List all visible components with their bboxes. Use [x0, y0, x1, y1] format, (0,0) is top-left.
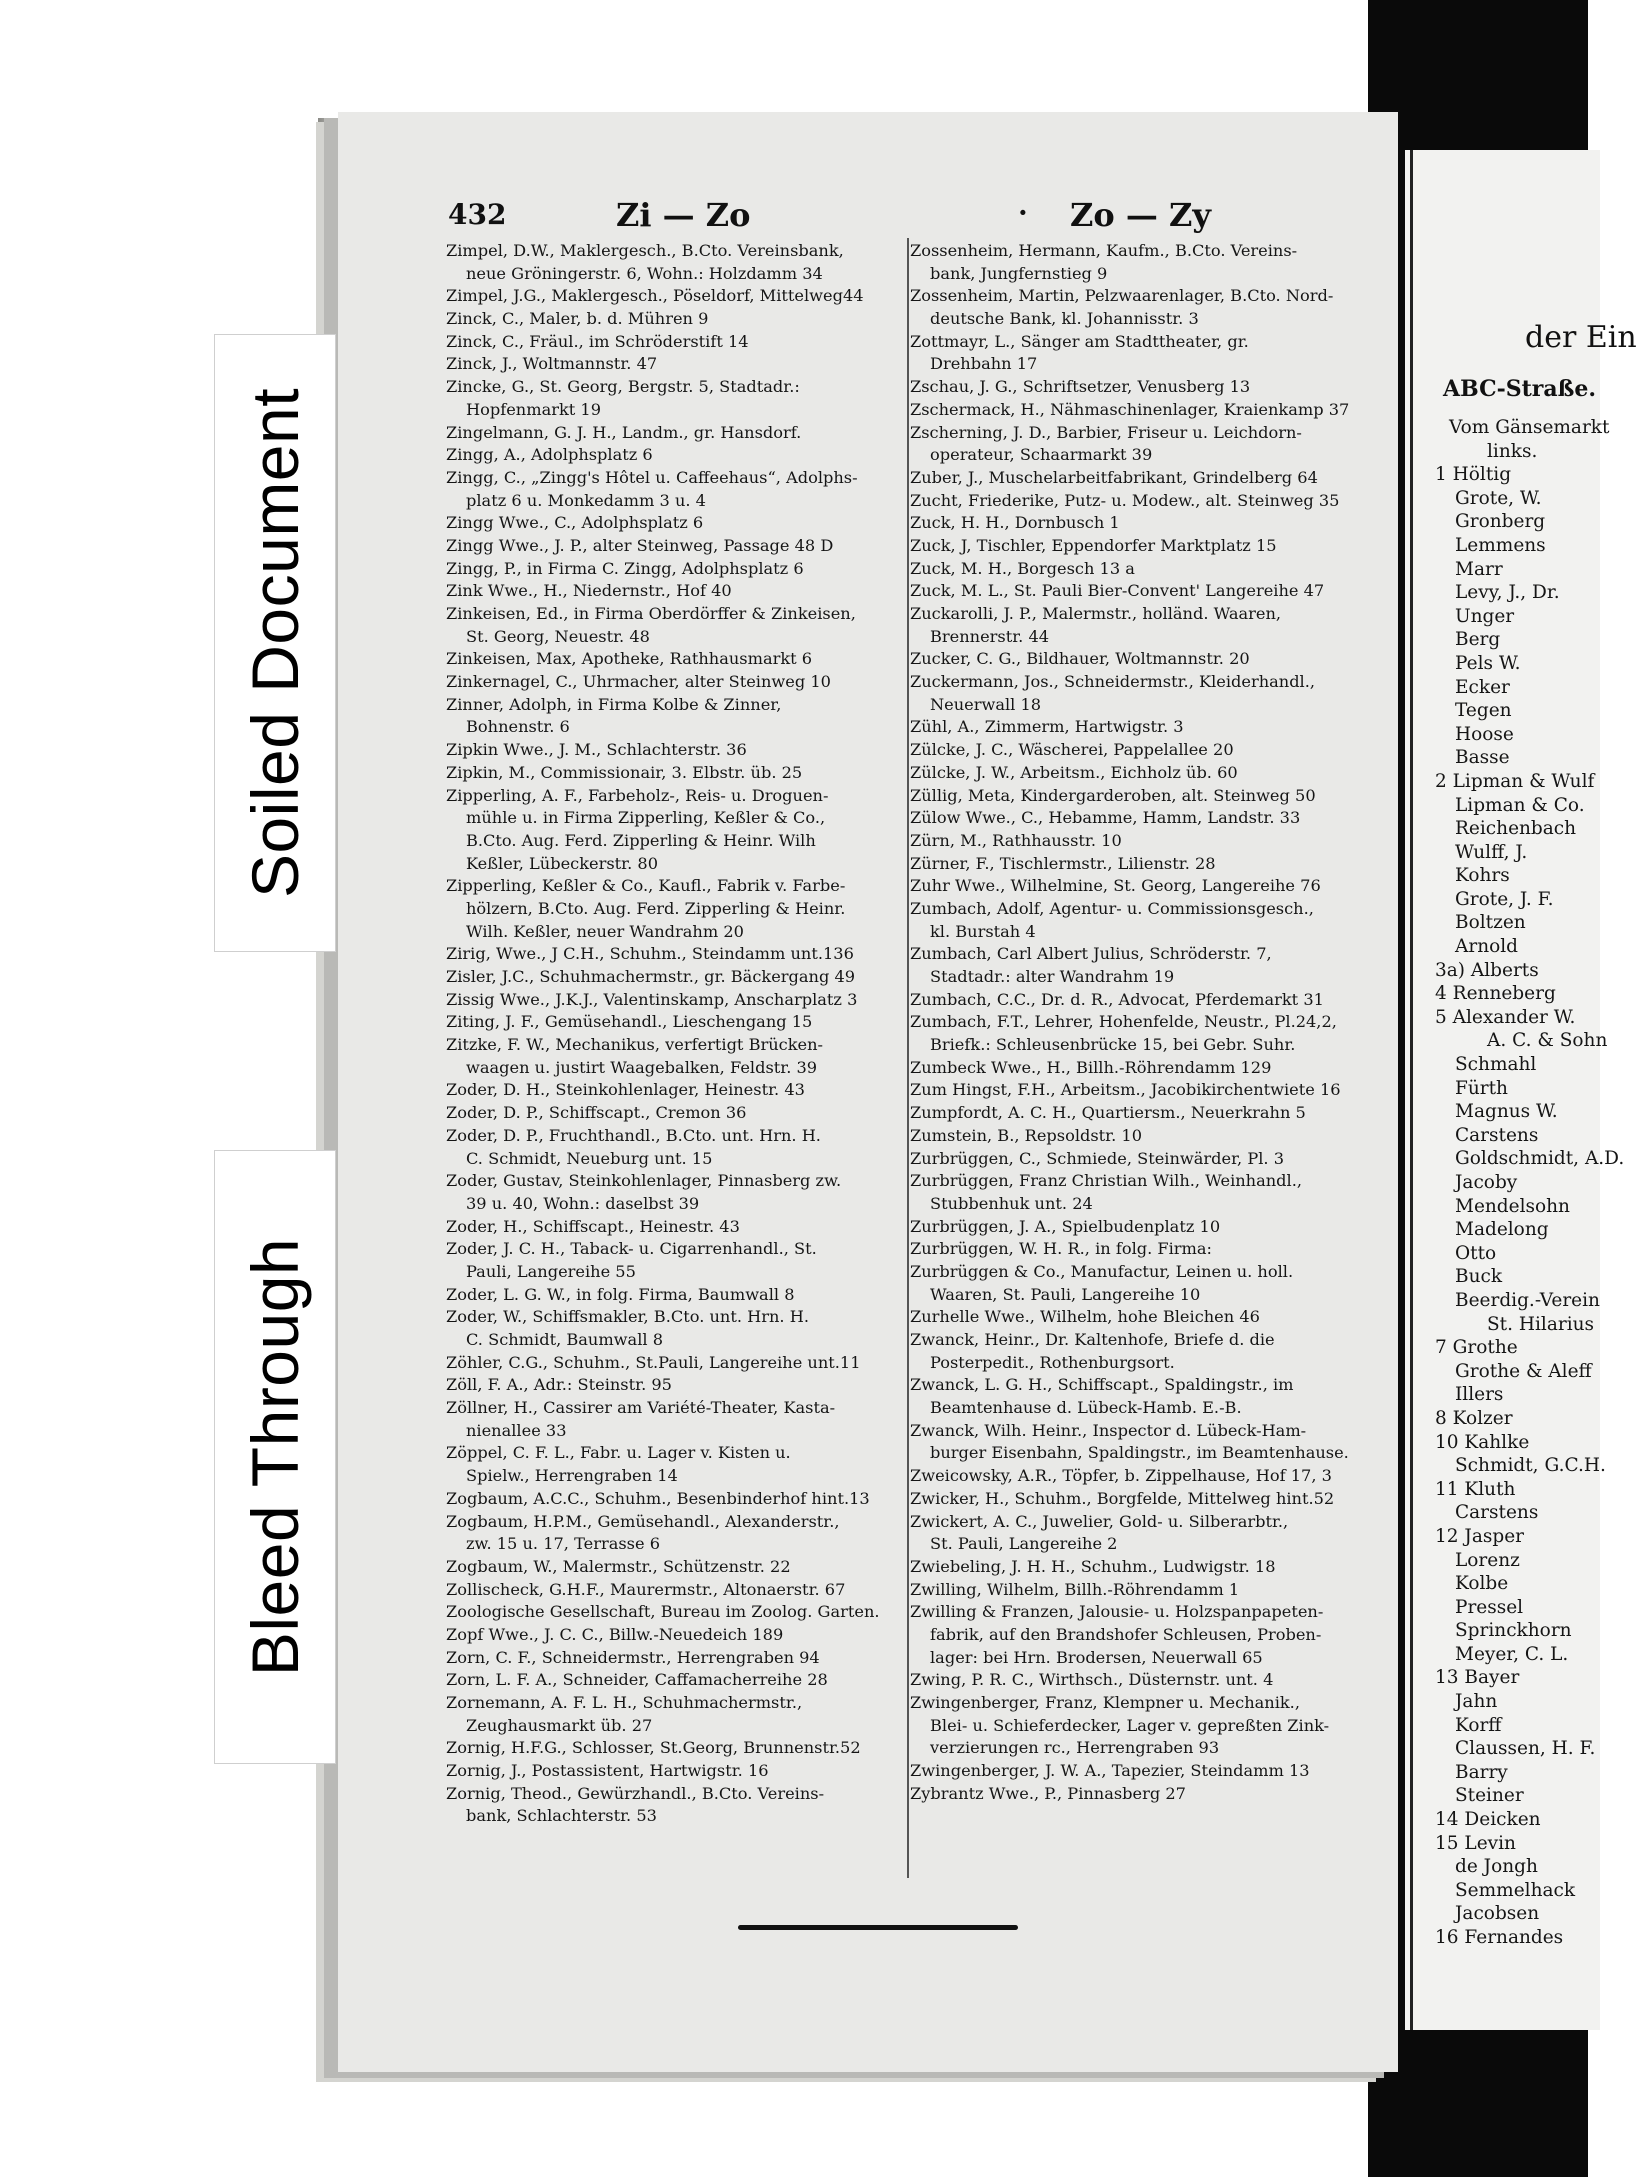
resident-line: Illers — [1455, 1384, 1504, 1406]
directory-entry-line: Zwing, P. R. C., Wirthsch., Düsternstr. unt. 4 — [910, 1670, 1274, 1690]
resident-line: Goldschmidt, A.D. — [1455, 1148, 1625, 1170]
directory-entry-line: Zöhler, C.G., Schuhm., St.Pauli, Langereihe unt.11 — [446, 1352, 861, 1372]
directory-entry-line: Zumbach, C.C., Dr. d. R., Advocat, Pferdemarkt 31 — [910, 989, 1324, 1009]
directory-entry-line: Blei- u. Schieferdecker, Lager v. gepreßten Zink- — [930, 1715, 1330, 1735]
directory-entry-line: Zogbaum, H.P.M., Gemüsehandl., Alexanderstr., — [446, 1511, 840, 1531]
directory-entry-line: Zornig, Theod., Gewürzhandl., B.Cto. Vereins- — [446, 1783, 825, 1803]
directory-entry-line: Posterpedit., Rothenburgsort. — [930, 1352, 1175, 1372]
directory-entry-line: St. Georg, Neuestr. 48 — [466, 626, 650, 646]
directory-entry-line: Zoder, H., Schiffscapt., Heinestr. 43 — [446, 1216, 740, 1236]
directory-entry-line: Zornemann, A. F. L. H., Schuhmachermstr., — [446, 1693, 803, 1712]
directory-entry-line: Zöppel, C. F. L., Fabr. u. Lager v. Kisten u. — [446, 1443, 791, 1463]
directory-entry-line: C. Schmidt, Baumwall 8 — [466, 1330, 663, 1349]
page-number: 432 — [448, 198, 507, 231]
directory-entry-line: verzierungen rc., Herrengraben 93 — [930, 1738, 1220, 1758]
directory-entry-line: Zwicker, H., Schuhm., Borgfelde, Mittelweg hint.52 — [910, 1488, 1335, 1508]
directory-entry-line: Zscherning, J. D., Barbier, Friseur u. Leichdorn- — [910, 422, 1302, 442]
directory-entry-line: bank, Jungfernstieg 9 — [930, 263, 1108, 283]
bleed-through-label — [214, 1150, 336, 1764]
directory-entry-line: Zorn, C. F., Schneidermstr., Herrengraben 94 — [446, 1647, 820, 1667]
directory-entry-line: Zipperling, Keßler & Co., Kaufl., Fabrik v. Farbe- — [446, 876, 846, 896]
directory-entry-line: mühle u. in Firma Zipperling, Keßler & Co., — [466, 808, 826, 828]
directory-entry-line: neue Gröningerstr. 6, Wohn.: Holzdamm 34 — [466, 263, 823, 283]
directory-entry-line: Zumbach, Carl Albert Julius, Schröderstr. 7, — [910, 944, 1272, 964]
directory-entry-line: Zeughausmarkt üb. 27 — [466, 1715, 653, 1735]
directory-entry-line: 39 u. 40, Wohn.: daselbst 39 — [466, 1193, 700, 1213]
directory-entry-line: Zumbach, F.T., Lehrer, Hohenfelde, Neustr., Pl.24,2, — [910, 1012, 1337, 1032]
directory-entry-line: Zinck, J., Woltmannstr. 47 — [446, 354, 658, 374]
resident-line: 3a) Alberts — [1435, 959, 1539, 981]
directory-entry-line: Zuckermann, Jos., Schneidermstr., Kleiderhandl., — [910, 672, 1316, 692]
left-column — [446, 240, 908, 1828]
bleed-through-text: Bleed Through — [238, 1237, 312, 1677]
directory-entry-line: nienallee 33 — [466, 1420, 567, 1440]
resident-line: Steiner — [1455, 1785, 1524, 1807]
resident-line: Beerdig.-Verein — [1455, 1289, 1600, 1311]
resident-line: A. C. & Sohn — [1487, 1030, 1608, 1052]
directory-entry-line: Zwilling & Franzen, Jalousie- u. Holzspanpapeten- — [910, 1602, 1324, 1622]
directory-entry-line: Zingg Wwe., J. P., alter Steinweg, Passage 48 D — [446, 535, 834, 555]
directory-entry-line: Zwiebeling, J. H. H., Schuhm., Ludwigstr. 18 — [910, 1556, 1276, 1576]
directory-entry-line: Zwilling, Wilhelm, Billh.-Röhrendamm 1 — [910, 1579, 1240, 1599]
directory-entry-line: Zissig Wwe., J.K.J., Valentinskamp, Anscharplatz 3 — [446, 989, 858, 1009]
directory-entry-line: B.Cto. Aug. Ferd. Zipperling & Heinr. Wilh — [466, 830, 816, 850]
directory-entry-line: Zipkin, M., Commissionair, 3. Elbstr. üb. 25 — [446, 762, 803, 782]
resident-line: Kohrs — [1455, 865, 1510, 887]
directory-entry-line: Zwanck, Wilh. Heinr., Inspector d. Lübeck-Ham- — [910, 1420, 1307, 1440]
resident-line: Magnus W. — [1455, 1101, 1558, 1123]
directory-entry-line: Zybrantz Wwe., P., Pinnasberg 27 — [910, 1783, 1186, 1803]
soiled-document-label — [214, 334, 336, 952]
directory-entry-line: Zurbrüggen, W. H. R., in folg. Firma: — [910, 1239, 1213, 1259]
directory-entry-line: Zuber, J., Muschelarbeitfabrikant, Grindelberg 64 — [910, 467, 1318, 487]
resident-line: Grote, J. F. — [1455, 888, 1554, 910]
directory-entry-line: Zum Hingst, F.H., Arbeitsm., Jacobikirchentwiete 16 — [910, 1080, 1341, 1100]
resident-line: Buck — [1455, 1266, 1503, 1288]
facing-page-subheading: ABC-Straße. — [1443, 376, 1596, 402]
resident-line: Jacobsen — [1455, 1903, 1540, 1925]
resident-line: 12 Jasper — [1435, 1525, 1524, 1547]
resident-line: Madelong — [1455, 1219, 1549, 1241]
directory-entry-line: Beamtenhause d. Lübeck-Hamb. E.-B. — [930, 1398, 1242, 1418]
directory-entry-line: Zurbrüggen, J. A., Spielbudenplatz 10 — [910, 1216, 1221, 1236]
middle-column — [910, 240, 1380, 1805]
directory-entry-line: Keßler, Lübeckerstr. 80 — [466, 853, 659, 873]
resident-line: Pressel — [1455, 1596, 1524, 1618]
directory-entry-line: Zuck, M. L., St. Pauli Bier-Convent' Langereihe 47 — [910, 581, 1325, 601]
header-range-right: Zo — Zy — [1070, 196, 1211, 234]
directory-entry-line: Zipkin Wwe., J. M., Schlachterstr. 36 — [446, 740, 747, 760]
resident-line: Schmidt, G.C.H. — [1455, 1455, 1606, 1477]
resident-line: Basse — [1455, 747, 1510, 769]
directory-entry-line: Zornig, H.F.G., Schlosser, St.Georg, Brunnenstr.52 — [446, 1738, 861, 1758]
directory-entry-line: Spielw., Herrengraben 14 — [466, 1466, 678, 1486]
directory-entry-line: Zinck, C., Maler, b. d. Mühren 9 — [446, 309, 709, 329]
resident-line: Claussen, H. F. — [1455, 1738, 1596, 1760]
directory-entry-line: St. Pauli, Langereihe 2 — [930, 1534, 1118, 1554]
directory-entry-line: Zisler, J.C., Schuhmachermstr., gr. Bäckergang 49 — [446, 967, 856, 986]
directory-entry-line: Zürner, F., Tischlermstr., Lilienstr. 28 — [910, 853, 1216, 873]
directory-entry-line: Zumpfordt, A. C. H., Quartiersm., Neuerkrahn 5 — [910, 1103, 1306, 1123]
resident-line: Schmahl — [1455, 1054, 1537, 1076]
directory-entry-line: Briefk.: Schleusenbrücke 15, bei Gebr. Suhr. — [930, 1035, 1296, 1055]
directory-entry-line: Hopfenmarkt 19 — [466, 399, 602, 419]
directory-entry-line: Zwingenberger, Franz, Klempner u. Mechanik., — [910, 1693, 1300, 1712]
resident-line: Kolbe — [1455, 1573, 1509, 1595]
directory-entry-line: Zuck, J, Tischler, Eppendorfer Marktplatz 15 — [910, 535, 1277, 555]
directory-entry-line: Zwingenberger, J. W. A., Tapezier, Steindamm 13 — [910, 1761, 1310, 1781]
directory-entry-line: deutsche Bank, kl. Johannisstr. 3 — [930, 309, 1199, 329]
resident-line: 13 Bayer — [1435, 1667, 1520, 1689]
directory-entry-line: Wilh. Keßler, neuer Wandrahm 20 — [466, 921, 744, 941]
directory-entry-line: Zottmayr, L., Sänger am Stadttheater, gr. — [910, 331, 1249, 351]
resident-line: Carstens — [1455, 1502, 1539, 1524]
directory-entry-line: Zoologische Gesellschaft, Bureau im Zoolog. Garten. — [446, 1602, 880, 1622]
resident-line: Lemmens — [1455, 534, 1546, 556]
directory-entry-line: fabrik, auf den Brandshofer Schleusen, Proben- — [930, 1624, 1322, 1644]
resident-line: Barry — [1455, 1761, 1508, 1783]
resident-line: Levy, J., Dr. — [1455, 582, 1560, 604]
directory-entry-line: Stadtadr.: alter Wandrahm 19 — [930, 967, 1175, 986]
directory-entry-line: Zuck, M. H., Borgesch 13 a — [910, 558, 1135, 578]
directory-entry-line: Zollischeck, G.H.F., Maurermstr., Altonaerstr. 67 — [446, 1579, 846, 1599]
resident-line: Korff — [1455, 1714, 1502, 1736]
resident-line: 14 Deicken — [1435, 1809, 1541, 1831]
directory-entry-line: Zingelmann, G. J. H., Landm., gr. Hansdorf. — [446, 422, 802, 442]
resident-line: Unger — [1455, 605, 1515, 627]
resident-line: 10 Kahlke — [1435, 1431, 1530, 1453]
directory-entry-line: Zirig, Wwe., J C.H., Schuhm., Steindamm unt.136 — [446, 944, 854, 964]
directory-entry-line: Brennerstr. 44 — [930, 626, 1050, 646]
directory-entry-line: zw. 15 u. 17, Terrasse 6 — [466, 1534, 660, 1554]
directory-entry-line: Zurbrüggen, C., Schmiede, Steinwärder, Pl. 3 — [910, 1148, 1284, 1168]
end-ornament-rule — [738, 1925, 1018, 1930]
directory-entry-line: Zossenheim, Hermann, Kaufm., B.Cto. Vereins- — [910, 241, 1298, 260]
directory-entry-line: Neuerwall 18 — [930, 694, 1042, 714]
directory-entry-line: Ziting, J. F., Gemüsehandl., Lieschengang 15 — [446, 1012, 813, 1032]
resident-line: Marr — [1455, 558, 1503, 580]
resident-line: Grote, W. — [1455, 487, 1542, 509]
directory-entry-line: Zingg, A., Adolphsplatz 6 — [446, 445, 653, 465]
resident-line: Carstens — [1455, 1124, 1539, 1146]
directory-entry-line: Zumbeck Wwe., H., Billh.-Röhrendamm 129 — [910, 1057, 1272, 1077]
directory-entry-line: Zucht, Friederike, Putz- u. Modew., alt. Steinweg 35 — [910, 490, 1340, 510]
directory-entry-line: Zoder, J. C. H., Taback- u. Cigarrenhandl., St. — [446, 1239, 817, 1259]
directory-entry-line: Zinner, Adolph, in Firma Kolbe & Zinner, — [446, 694, 782, 714]
resident-line: Fürth — [1455, 1077, 1508, 1099]
resident-line: Semmelhack — [1455, 1879, 1576, 1901]
directory-entry-line: Zinkeisen, Ed., in Firma Oberdörffer & Zinkeisen, — [446, 604, 856, 623]
directory-entry-line: Zinck, C., Fräul., im Schröderstift 14 — [446, 331, 749, 351]
directory-entry-line: Zülcke, J. W., Arbeitsm., Eichholz üb. 60 — [910, 762, 1238, 782]
directory-entry-line: Zinkernagel, C., Uhrmacher, alter Steinweg 10 — [446, 672, 831, 692]
directory-entry-line: Zucker, C. G., Bildhauer, Woltmannstr. 20 — [910, 649, 1250, 669]
resident-line: Gronberg — [1455, 511, 1546, 533]
resident-line: 2 Lipman & Wulf — [1435, 770, 1595, 792]
directory-entry-line: Zurbrüggen, Franz Christian Wilh., Weinhandl., — [910, 1171, 1303, 1191]
resident-line: Jahn — [1455, 1691, 1498, 1713]
directory-entry-line: Zurbrüggen & Co., Manufactur, Leinen u. holl. — [910, 1261, 1294, 1281]
directory-entry-line: waagen u. justirt Waagebalken, Feldstr. 39 — [466, 1057, 818, 1077]
directory-entry-line: Zülow Wwe., C., Hebamme, Hamm, Landstr. 33 — [910, 808, 1301, 828]
directory-entry-line: Zschermack, H., Nähmaschinenlager, Kraienkamp 37 — [910, 399, 1350, 419]
directory-entry-line: Zschau, J. G., Schriftsetzer, Venusberg 13 — [910, 377, 1251, 397]
directory-entry-line: Zurhelle Wwe., Wilhelm, hohe Bleichen 46 — [910, 1307, 1260, 1327]
directory-entry-line: Zingg, C., „Zingg's Hôtel u. Caffeehaus“, Adolphs- — [446, 467, 858, 487]
resident-line: links. — [1487, 440, 1538, 462]
directory-entry-line: Zimpel, D.W., Maklergesch., B.Cto. Vereinsbank, — [446, 241, 844, 260]
resident-line: Hoose — [1455, 723, 1514, 745]
directory-entry-line: Zingg, P., in Firma C. Zingg, Adolphsplatz 6 — [446, 558, 804, 578]
directory-entry-line: Zoder, D. H., Steinkohlenlager, Heinestr. 43 — [446, 1080, 805, 1100]
directory-entry-line: Zumstein, B., Repsoldstr. 10 — [910, 1125, 1143, 1145]
resident-line: Lipman & Co. — [1455, 794, 1585, 816]
directory-entry-line: hölzern, B.Cto. Aug. Ferd. Zipperling & Heinr. — [466, 898, 846, 918]
resident-line: 8 Kolzer — [1435, 1407, 1513, 1429]
directory-entry-line: Zoder, D. P., Schiffscapt., Cremon 36 — [446, 1103, 747, 1123]
resident-line: Lorenz — [1455, 1549, 1520, 1571]
facing-page-heading: der Ein — [1525, 320, 1637, 355]
directory-entry-line: Zoder, L. G. W., in folg. Firma, Baumwall 8 — [446, 1284, 795, 1304]
directory-entry-line: Zoder, Gustav, Steinkohlenlager, Pinnasberg zw. — [446, 1171, 842, 1191]
directory-entry-line: Züllig, Meta, Kindergarderoben, alt. Steinweg 50 — [910, 785, 1316, 805]
directory-entry-line: lager: bei Hrn. Brodersen, Neuerwall 65 — [930, 1647, 1263, 1667]
directory-entry-line: C. Schmidt, Neueburg unt. 15 — [466, 1148, 713, 1168]
directory-entry-line: Zipperling, A. F., Farbeholz-, Reis- u. Droguen- — [446, 785, 829, 805]
directory-entry-line: Zühl, A., Zimmerm, Hartwigstr. 3 — [910, 717, 1184, 737]
resident-line: Otto — [1455, 1242, 1497, 1264]
directory-entry-line: Zossenheim, Martin, Pelzwaarenlager, B.Cto. Nord- — [910, 286, 1334, 306]
running-header — [440, 196, 1370, 236]
directory-entry-line: Zwanck, L. G. H., Schiffscapt., Spaldingstr., im — [910, 1375, 1294, 1395]
resident-line: 4 Renneberg — [1435, 983, 1556, 1005]
directory-entry-line: Zitzke, F. W., Mechanikus, verfertigt Brücken- — [446, 1035, 823, 1055]
resident-line: Wulff, J. — [1455, 841, 1528, 863]
resident-line: Arnold — [1455, 936, 1519, 958]
resident-line: Meyer, C. L. — [1455, 1643, 1569, 1665]
directory-entry-line: Zink Wwe., H., Niedernstr., Hof 40 — [446, 581, 732, 601]
directory-entry-line: Zweicowsky, A.R., Töpfer, b. Zippelhause, Hof 17, 3 — [910, 1466, 1332, 1486]
directory-entry-line: Zöllner, H., Cassirer am Variété-Theater, Kasta- — [446, 1398, 836, 1418]
resident-line: Grothe & Aleff — [1455, 1360, 1592, 1382]
resident-line: Reichenbach — [1455, 818, 1577, 840]
resident-line: Tegen — [1455, 700, 1512, 722]
resident-line: Ecker — [1455, 676, 1510, 698]
directory-entry-line: Zwickert, A. C., Juwelier, Gold- u. Silberarbtr., — [910, 1511, 1289, 1531]
directory-entry-line: Pauli, Langereihe 55 — [466, 1261, 636, 1281]
directory-entry-line: Zumbach, Adolf, Agentur- u. Commissionsgesch., — [910, 898, 1314, 918]
resident-line: Mendelsohn — [1455, 1195, 1570, 1217]
directory-entry-line: Zuckarolli, J. P., Malermstr., holländ. Waaren, — [910, 604, 1282, 623]
facing-page-rule — [1410, 150, 1413, 2030]
resident-line: 11 Kluth — [1435, 1478, 1516, 1500]
directory-entry-line: Zürn, M., Rathhausstr. 10 — [910, 830, 1122, 850]
directory-entry-line: Zülcke, J. C., Wäscherei, Pappelallee 20 — [910, 740, 1234, 760]
directory-entry-line: Zopf Wwe., J. C. C., Billw.-Neuedeich 189 — [446, 1624, 784, 1644]
directory-entry-line: platz 6 u. Monkedamm 3 u. 4 — [466, 490, 706, 510]
resident-line: 7 Grothe — [1435, 1337, 1518, 1359]
resident-line: 15 Levin — [1435, 1832, 1516, 1854]
resident-line: Sprinckhorn — [1455, 1620, 1572, 1642]
header-range-left: Zi — Zo — [616, 196, 751, 234]
directory-entry-line: Zincke, G., St. Georg, Bergstr. 5, Stadtadr.: — [446, 377, 800, 397]
directory-entry-line: burger Eisenbahn, Spaldingstr., im Beamtenhause. — [930, 1443, 1349, 1463]
directory-entry-line: Waaren, St. Pauli, Langereihe 10 — [930, 1284, 1201, 1304]
directory-entry-line: Stubbenhuk unt. 24 — [930, 1193, 1093, 1213]
directory-entry-line: Zimpel, J.G., Maklergesch., Pöseldorf, Mittelweg44 — [446, 286, 864, 306]
directory-entry-line: Drehbahn 17 — [930, 354, 1038, 374]
resident-line: 5 Alexander W. — [1435, 1006, 1576, 1028]
resident-line: Vom Gänsemarkt — [1449, 417, 1610, 438]
resident-line: Pels W. — [1455, 652, 1521, 674]
directory-entry-line: Zorn, L. F. A., Schneider, Caffamacherreihe 28 — [446, 1670, 828, 1690]
directory-entry-line: Zoder, W., Schiffsmakler, B.Cto. unt. Hrn. H. — [446, 1307, 809, 1327]
directory-entry-line: Zogbaum, A.C.C., Schuhm., Besenbinderhof hint.13 — [446, 1488, 870, 1508]
directory-entry-line: Zwanck, Heinr., Dr. Kaltenhofe, Briefe d. die — [910, 1330, 1275, 1349]
street-resident-list — [1435, 416, 1624, 1950]
directory-entry-line: Zingg Wwe., C., Adolphsplatz 6 — [446, 513, 704, 533]
resident-line: 1 Höltig — [1435, 464, 1512, 486]
directory-entry-line: bank, Schlachterstr. 53 — [466, 1806, 657, 1826]
directory-entry-line: Bohnenstr. 6 — [466, 717, 570, 737]
resident-line: Berg — [1455, 629, 1501, 651]
soiled-document-text: Soiled Document — [238, 387, 312, 899]
header-dot: · — [1018, 196, 1028, 229]
directory-entry-line: Zogbaum, W., Malermstr., Schützenstr. 22 — [446, 1556, 791, 1576]
directory-entry-line: Zinkeisen, Max, Apotheke, Rathhausmarkt 6 — [446, 649, 813, 669]
facing-page — [1405, 150, 1637, 2030]
resident-line: Jacoby — [1455, 1172, 1518, 1193]
resident-line: 16 Fernandes — [1435, 1927, 1564, 1948]
directory-entry-line: Zuhr Wwe., Wilhelmine, St. Georg, Langereihe 76 — [910, 876, 1321, 896]
directory-entry-line: Zornig, J., Postassistent, Hartwigstr. 16 — [446, 1761, 769, 1781]
directory-entry-line: Zuck, H. H., Dornbusch 1 — [910, 513, 1120, 533]
directory-entry-line: Zöll, F. A., Adr.: Steinstr. 95 — [446, 1375, 672, 1395]
resident-line: St. Hilarius — [1487, 1313, 1595, 1335]
directory-entry-line: Zoder, D. P., Fruchthandl., B.Cto. unt. Hrn. H. — [446, 1125, 821, 1145]
resident-line: Boltzen — [1455, 912, 1526, 934]
directory-entry-line: kl. Burstah 4 — [930, 921, 1036, 941]
resident-line: de Jongh — [1455, 1856, 1538, 1878]
directory-entry-line: operateur, Schaarmarkt 39 — [930, 445, 1153, 465]
